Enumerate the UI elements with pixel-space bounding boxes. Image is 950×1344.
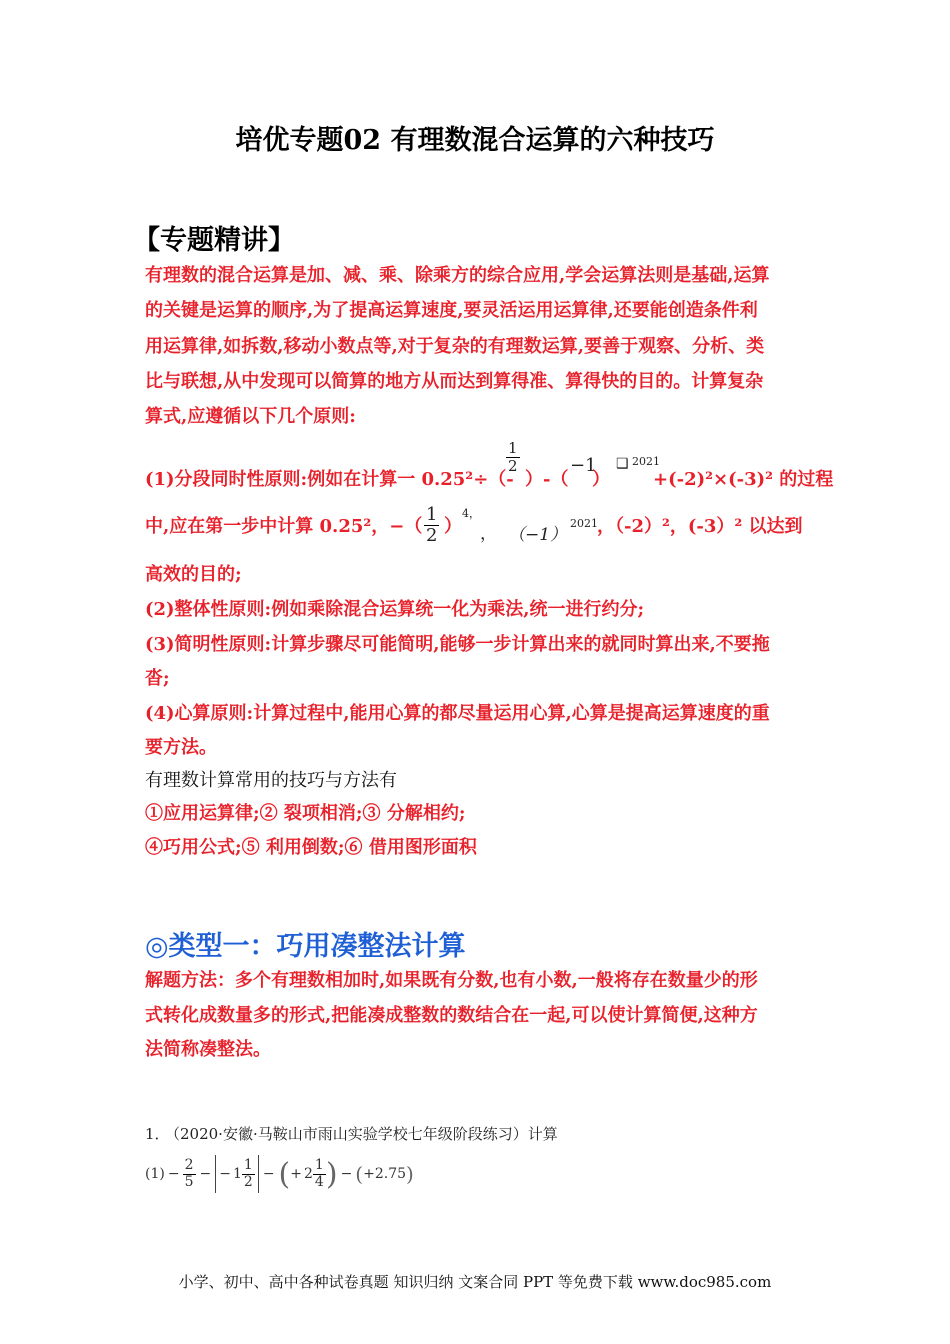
- problem-1-expression: [145, 1152, 414, 1196]
- methods-intro: 有理数计算常用的技巧与方法有: [145, 770, 397, 791]
- fraction-denominator: 5: [184, 1173, 194, 1190]
- fraction-denominator: 2: [426, 524, 438, 546]
- page-title: 培优专题02 有理数混合运算的六种技巧: [235, 125, 715, 156]
- abs-bar-right: [258, 1155, 259, 1193]
- intro-line-4: 比与联想,从中发现可以简算的地方从而达到算得准、算得快的目的。计算复杂: [145, 371, 764, 392]
- minus-sign: −: [167, 1166, 180, 1182]
- exponent-2021: 2021: [632, 455, 660, 468]
- minus-sign: −: [199, 1166, 212, 1182]
- section-heading: 【专题精讲】: [133, 225, 295, 256]
- fraction-numerator: 1: [426, 504, 438, 525]
- principle-4-line2: 要方法。: [145, 737, 217, 758]
- principle-1-tail: ，（-2）²，(-3）² 以达到: [597, 516, 803, 537]
- fraction-numerator: 2: [184, 1157, 194, 1174]
- fraction-numerator: 1: [508, 439, 518, 457]
- paren-left: (: [278, 1156, 291, 1192]
- exponent-4: 4，: [462, 507, 480, 520]
- type-1-method-line-2: 式转化成数量多的形式,把能凑成整数的数结合在一起,可以使计算简便,这种方: [145, 1005, 758, 1026]
- whole-number: 2: [304, 1166, 313, 1182]
- problem-1-source: （2020·安徽·马鞍山市雨山实验学校七年级阶段练习）计算: [165, 1125, 558, 1143]
- principle-1-line3: 高效的目的;: [145, 564, 242, 585]
- separator-comma: ，: [480, 524, 497, 544]
- fraction-denominator: 2: [508, 456, 518, 475]
- paren-left: (: [355, 1162, 364, 1186]
- fraction-one-quarter: [313, 1158, 326, 1190]
- type-1-heading: ◎类型一：巧用凑整法计算: [145, 931, 466, 962]
- fraction-denominator: 2: [243, 1173, 253, 1190]
- paren-right: ): [406, 1162, 414, 1186]
- principle-4-line1: (4)心算原则:计算过程中,能用心算的都尽量运用心算,心算是提高运算速度的重: [145, 703, 770, 724]
- part-label: (1): [145, 1166, 165, 1182]
- box-icon: ❑: [616, 456, 629, 472]
- problem-1-number: 1．: [145, 1125, 170, 1143]
- minus-sign: −: [340, 1166, 353, 1182]
- principle-3-line1: (3)简明性原则:计算步骤尽可能简明,能够一步计算出来的就同时算出来,不要拖: [145, 634, 770, 655]
- methods-line-1: ①应用运算律;② 裂项相消;③ 分解相约;: [145, 803, 466, 824]
- principle-1-line2-prefix: 中,应在第一步中计算 0.25²，−（: [145, 516, 423, 537]
- type-1-method-line-3: 法简称凑整法。: [145, 1039, 271, 1060]
- intro-line-2: 的关键是运算的顺序,为了提高运算速度,要灵活运用运算律,还要能创造条件利: [145, 300, 758, 321]
- intro-line-3: 用运算律,如拆数,移动小数点等,对于复杂的有理数运算,要善于观察、分析、类: [145, 336, 765, 357]
- principle-1-close: ）: [592, 469, 610, 490]
- principle-3-line2: 沓;: [145, 668, 170, 689]
- fraction-numerator: 1: [314, 1157, 324, 1174]
- fraction-two-fifths: [183, 1158, 196, 1190]
- minus-sign: −: [262, 1166, 275, 1182]
- principle-1-mid: ）-（: [525, 469, 569, 490]
- fraction-one-half: [242, 1158, 255, 1190]
- page-footer: 小学、初中、高中各种试卷真题 知识归纳 文案合同 PPT 等免费下载 www.doc985.com: [178, 1273, 772, 1291]
- neg-one-paren: （−1）: [508, 525, 568, 545]
- principle-1-prefix: (1)分段同时性原则:例如在计算一 0.25²÷（-: [145, 469, 514, 490]
- exponent-2021-b: 2021: [570, 517, 598, 530]
- principle-1-close-2: ）: [444, 516, 462, 537]
- intro-line-1: 有理数的混合运算是加、减、乘、除乘方的综合应用,学会运算法则是基础,运算: [145, 265, 770, 286]
- decimal-term: +2.75: [363, 1166, 407, 1182]
- paren-right: ): [325, 1156, 338, 1192]
- minus-sign: −: [219, 1166, 231, 1182]
- principle-2: (2)整体性原则:例如乘除混合运算统一化为乘法,统一进行约分;: [145, 599, 645, 620]
- abs-bar-left: [215, 1155, 216, 1193]
- fraction-numerator: 1: [243, 1157, 253, 1174]
- methods-line-2: ④巧用公式;⑤ 利用倒数;⑥ 借用图形面积: [145, 837, 477, 858]
- fraction-half-1: [506, 440, 520, 474]
- fraction-half-2: [424, 505, 439, 546]
- fraction-denominator: 4: [314, 1173, 324, 1190]
- whole-number: 1: [232, 1166, 242, 1182]
- neg-one: −1: [570, 455, 597, 476]
- intro-line-5: 算式,应遵循以下几个原则:: [145, 406, 356, 427]
- principle-1-suffix: +(-2)²×(-3)² 的过程: [653, 469, 834, 490]
- type-1-method-line-1: 解题方法：多个有理数相加时,如果既有分数,也有小数,一般将存在数量少的形: [145, 970, 758, 991]
- plus-sign: +: [290, 1166, 302, 1182]
